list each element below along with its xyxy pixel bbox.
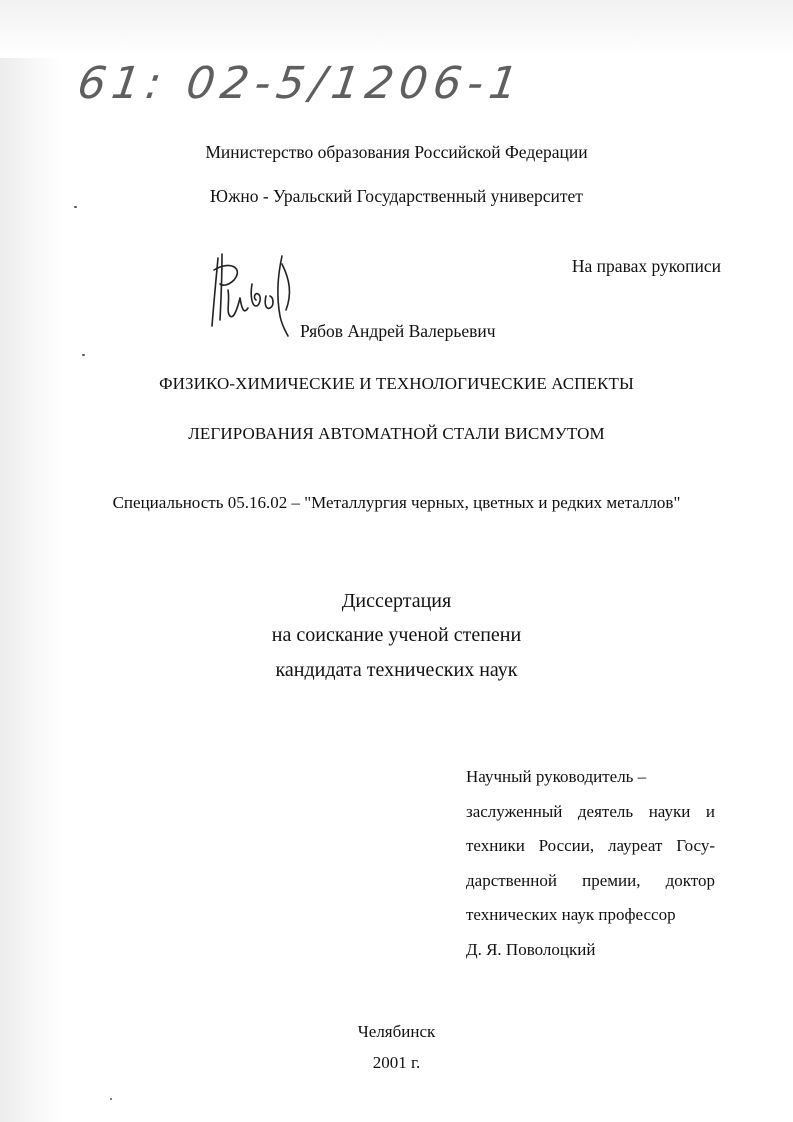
- manuscript-rights-note: На правах рукописи: [571, 256, 721, 276]
- advisor-line: техники России, лауреат Госу-: [466, 836, 715, 855]
- degree-line-3: кандидата технических наук: [275, 659, 518, 681]
- author-name: Рябов Андрей Валерьевич: [300, 321, 496, 341]
- scan-speck: [82, 354, 85, 356]
- signature-drawing: [200, 250, 310, 340]
- title-line-2: ЛЕГИРОВАНИЯ АВТОМАТНОЙ СТАЛИ ВИСМУТОМ: [188, 424, 605, 443]
- advisor-line: Д. Я. Поволоцкий: [466, 939, 596, 959]
- specialty-line: Специальность 05.16.02 – "Металлургия черных, цветных и редких металлов": [112, 493, 681, 512]
- author-signature: [200, 250, 310, 340]
- scientific-advisor-block: [466, 760, 715, 967]
- degree-line-2: на соискание ученой степени: [271, 624, 522, 646]
- advisor-line: дарственной премии, доктор: [466, 870, 715, 890]
- advisor-line: технических наук профессор: [466, 905, 676, 924]
- scan-speck: [110, 1098, 112, 1100]
- advisor-line: Научный руководитель –: [466, 767, 647, 786]
- scan-top-shadow: [0, 0, 793, 58]
- scan-speck: [74, 206, 77, 208]
- university-name: Южно - Уральский Государственный университет: [210, 186, 583, 206]
- degree-line-1: Диссертация: [341, 590, 452, 612]
- scan-edge-shadow: [0, 0, 62, 1122]
- year-text: 2001 г.: [372, 1053, 421, 1072]
- advisor-line: заслуженный деятель науки и: [466, 801, 715, 821]
- city-name: Челябинск: [357, 1022, 436, 1041]
- archive-code-handwritten: 61: 02-5/1206-1: [74, 58, 527, 109]
- ministry-name: Министерство образования Российской Федерации: [205, 142, 588, 162]
- title-line-1: ФИЗИКО-ХИМИЧЕСКИЕ И ТЕХНОЛОГИЧЕСКИЕ АСПЕКТЫ: [159, 374, 634, 393]
